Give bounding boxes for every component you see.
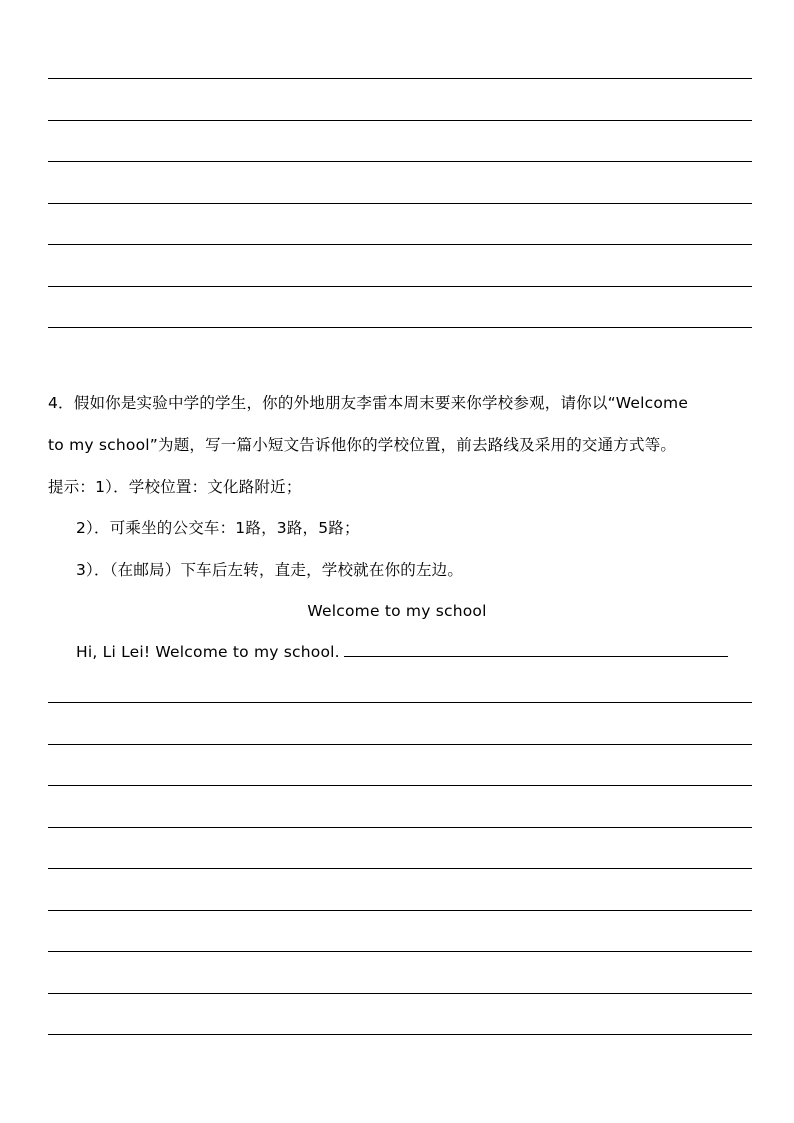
writing-line[interactable] [48, 951, 752, 952]
writing-line[interactable] [48, 244, 752, 245]
hint-line-3: 3）．（在邮局）下车后左转，直走，学校就在你的左边。 [76, 561, 464, 579]
essay-opening-line [76, 642, 728, 662]
writing-line[interactable] [48, 327, 752, 328]
writing-line[interactable] [48, 868, 752, 869]
answer-blank[interactable] [344, 642, 728, 657]
essay-opening-text: Hi, Li Lei! Welcome to my school. [76, 643, 340, 661]
writing-line[interactable] [48, 993, 752, 994]
hint-line-1: 提示：1）．学校位置：文化路附近； [48, 478, 302, 496]
essay-title: Welcome to my school [307, 602, 487, 620]
question-line-2: to my school”为题，写一篇小短文告诉他你的学校位置，前去路线及采用的交通方式等。 [48, 436, 677, 454]
writing-line[interactable] [48, 161, 752, 162]
writing-line[interactable] [48, 1034, 752, 1035]
writing-line[interactable] [48, 203, 752, 204]
writing-line[interactable] [48, 744, 752, 745]
writing-line[interactable] [48, 910, 752, 911]
writing-line[interactable] [48, 702, 752, 703]
writing-line[interactable] [48, 785, 752, 786]
hint-line-2: 2）．可乘坐的公交车：1路，3路，5路； [76, 519, 360, 537]
writing-line[interactable] [48, 286, 752, 287]
writing-line[interactable] [48, 827, 752, 828]
writing-line[interactable] [48, 120, 752, 121]
question-line-1: 4．假如你是实验中学的学生，你的外地朋友李雷本周末要来你学校参观，请你以“Welcome [48, 394, 689, 412]
writing-line[interactable] [48, 78, 752, 79]
